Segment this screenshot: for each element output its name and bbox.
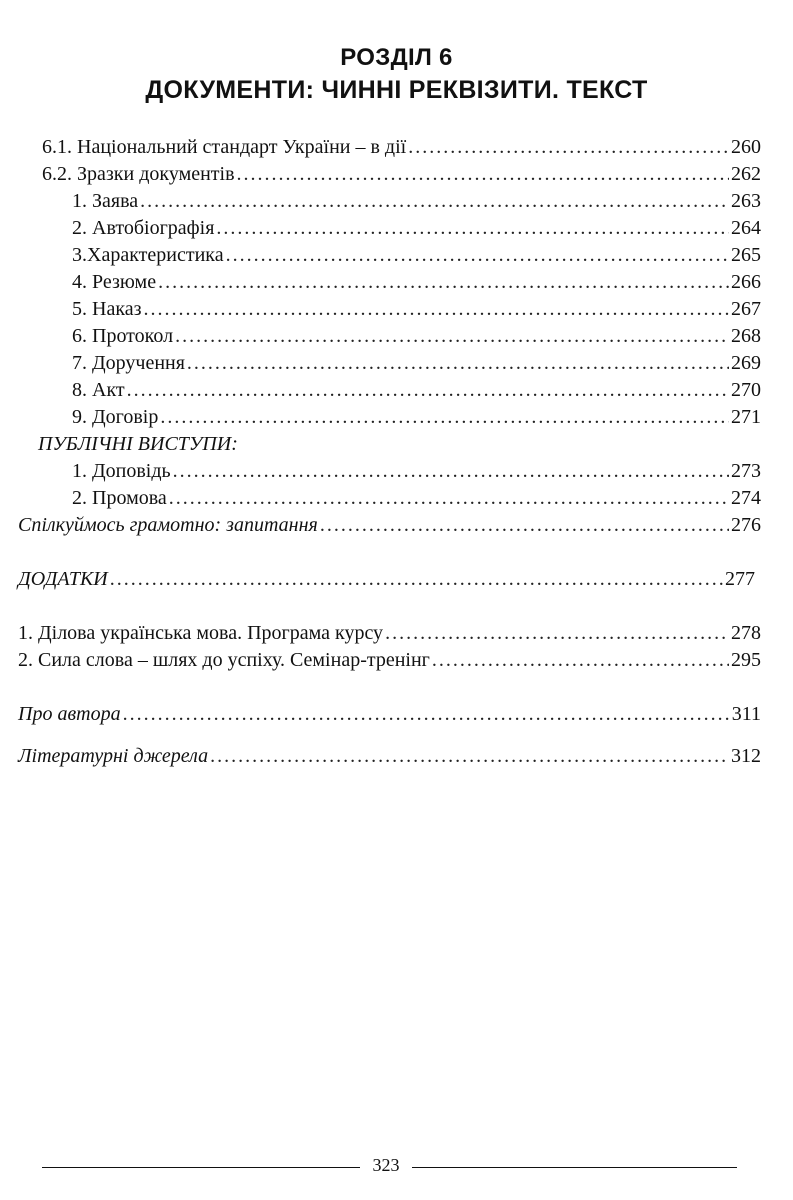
toc-title: 8. Акт — [72, 379, 125, 401]
section-title: ДОКУМЕНТИ: ЧИННІ РЕКВІЗИТИ. ТЕКСТ — [145, 76, 648, 104]
toc-entry-6-1[interactable] — [42, 134, 761, 161]
dot-leader — [144, 296, 729, 323]
footer-rule-left — [42, 1167, 360, 1168]
toc-title: 6.2. Зразки документів — [42, 163, 235, 185]
toc-title: Літературні джерела — [18, 745, 209, 767]
toc-entry-dodatok-2[interactable] — [18, 647, 761, 674]
dot-leader — [187, 350, 729, 377]
dot-leader — [158, 269, 729, 296]
toc-title: 2. Промова — [72, 487, 167, 509]
toc-entry-promova[interactable] — [72, 485, 761, 512]
page-number: 323 — [372, 1155, 400, 1175]
toc-page: 271 — [731, 406, 761, 428]
toc-title: 9. Договір — [72, 406, 159, 428]
dot-leader — [123, 701, 730, 728]
dot-leader — [173, 458, 729, 485]
toc-page: 265 — [731, 244, 761, 266]
dot-leader — [210, 743, 729, 770]
toc-title: 3.Характеристика — [72, 244, 224, 266]
toc-entry-dopovid[interactable] — [72, 458, 761, 485]
toc-page: 268 — [731, 325, 761, 347]
toc-page: 264 — [731, 217, 761, 239]
toc-title: 1. Доповідь — [72, 460, 171, 482]
toc-entry-reziume[interactable] — [72, 269, 761, 296]
toc-title: 6.1. Національний стандарт України – в дії — [42, 136, 407, 158]
toc-title: Про автора — [18, 703, 121, 725]
toc-entry-avtobiohrafiia[interactable] — [72, 215, 761, 242]
dot-leader — [237, 161, 729, 188]
toc-page: 266 — [731, 271, 761, 293]
dot-leader — [169, 485, 729, 512]
dot-leader — [320, 512, 729, 539]
toc-title: 7. Доручення — [72, 352, 185, 374]
toc-page: 274 — [731, 487, 761, 509]
toc-title: 2. Сила слова – шлях до успіху. Семінар-тренінг — [18, 649, 430, 671]
dot-leader — [226, 242, 729, 269]
dot-leader — [160, 404, 729, 431]
toc-title: 1. Заява — [72, 190, 139, 212]
toc-page: 277 — [725, 568, 755, 590]
dot-leader — [175, 323, 729, 350]
toc-title: 5. Наказ — [72, 298, 142, 320]
toc-page: 269 — [731, 352, 761, 374]
toc-entry-spilkuimos[interactable] — [18, 512, 761, 539]
toc-page: 311 — [731, 703, 761, 725]
toc-entry-dodatky[interactable] — [18, 566, 755, 593]
toc-entry-pro-avtora[interactable] — [18, 701, 761, 728]
toc-title: ПУБЛІЧНІ ВИСТУПИ: — [38, 433, 238, 455]
dot-leader — [140, 188, 729, 215]
toc-page: 273 — [731, 460, 761, 482]
toc-page: 262 — [731, 163, 761, 185]
toc-entry-dodatok-1[interactable] — [18, 620, 761, 647]
toc-entry-protokol[interactable] — [72, 323, 761, 350]
toc-entry-nakaz[interactable] — [72, 296, 761, 323]
toc-heading-publichni-vystupy — [38, 431, 238, 458]
toc-page: 260 — [731, 136, 761, 158]
dot-leader — [385, 620, 729, 647]
toc-entry-doruchennia[interactable] — [72, 350, 761, 377]
toc-title: 4. Резюме — [72, 271, 157, 293]
footer-rule-right — [412, 1167, 737, 1168]
toc-title: Спілкуймось грамотно: запитання — [18, 514, 318, 536]
toc-title: 2. Автобіографія — [72, 217, 215, 239]
toc-entry-zaiava[interactable] — [72, 188, 761, 215]
dot-leader — [110, 566, 723, 593]
toc-title: ДОДАТКИ — [18, 568, 108, 590]
dot-leader — [127, 377, 729, 404]
dot-leader — [432, 647, 729, 674]
toc-page: 270 — [731, 379, 761, 401]
toc-page: 278 — [731, 622, 761, 644]
toc-page: 267 — [731, 298, 761, 320]
dot-leader — [408, 134, 729, 161]
dot-leader — [216, 215, 729, 242]
toc-page: 312 — [731, 745, 761, 767]
toc-entry-dohovir[interactable] — [72, 404, 761, 431]
toc-entry-akt[interactable] — [72, 377, 761, 404]
toc-entry-kharakterystyka[interactable] — [72, 242, 761, 269]
toc-entry-literaturni-dzherela[interactable] — [18, 743, 761, 770]
toc-title: 6. Протокол — [72, 325, 174, 347]
toc-page: 263 — [731, 190, 761, 212]
toc-page: 295 — [731, 649, 761, 671]
toc-page: 276 — [731, 514, 761, 536]
toc-title: 1. Ділова українська мова. Програма курсу — [18, 622, 384, 644]
section-label: РОЗДІЛ 6 — [340, 44, 453, 71]
toc-entry-6-2[interactable] — [42, 161, 761, 188]
